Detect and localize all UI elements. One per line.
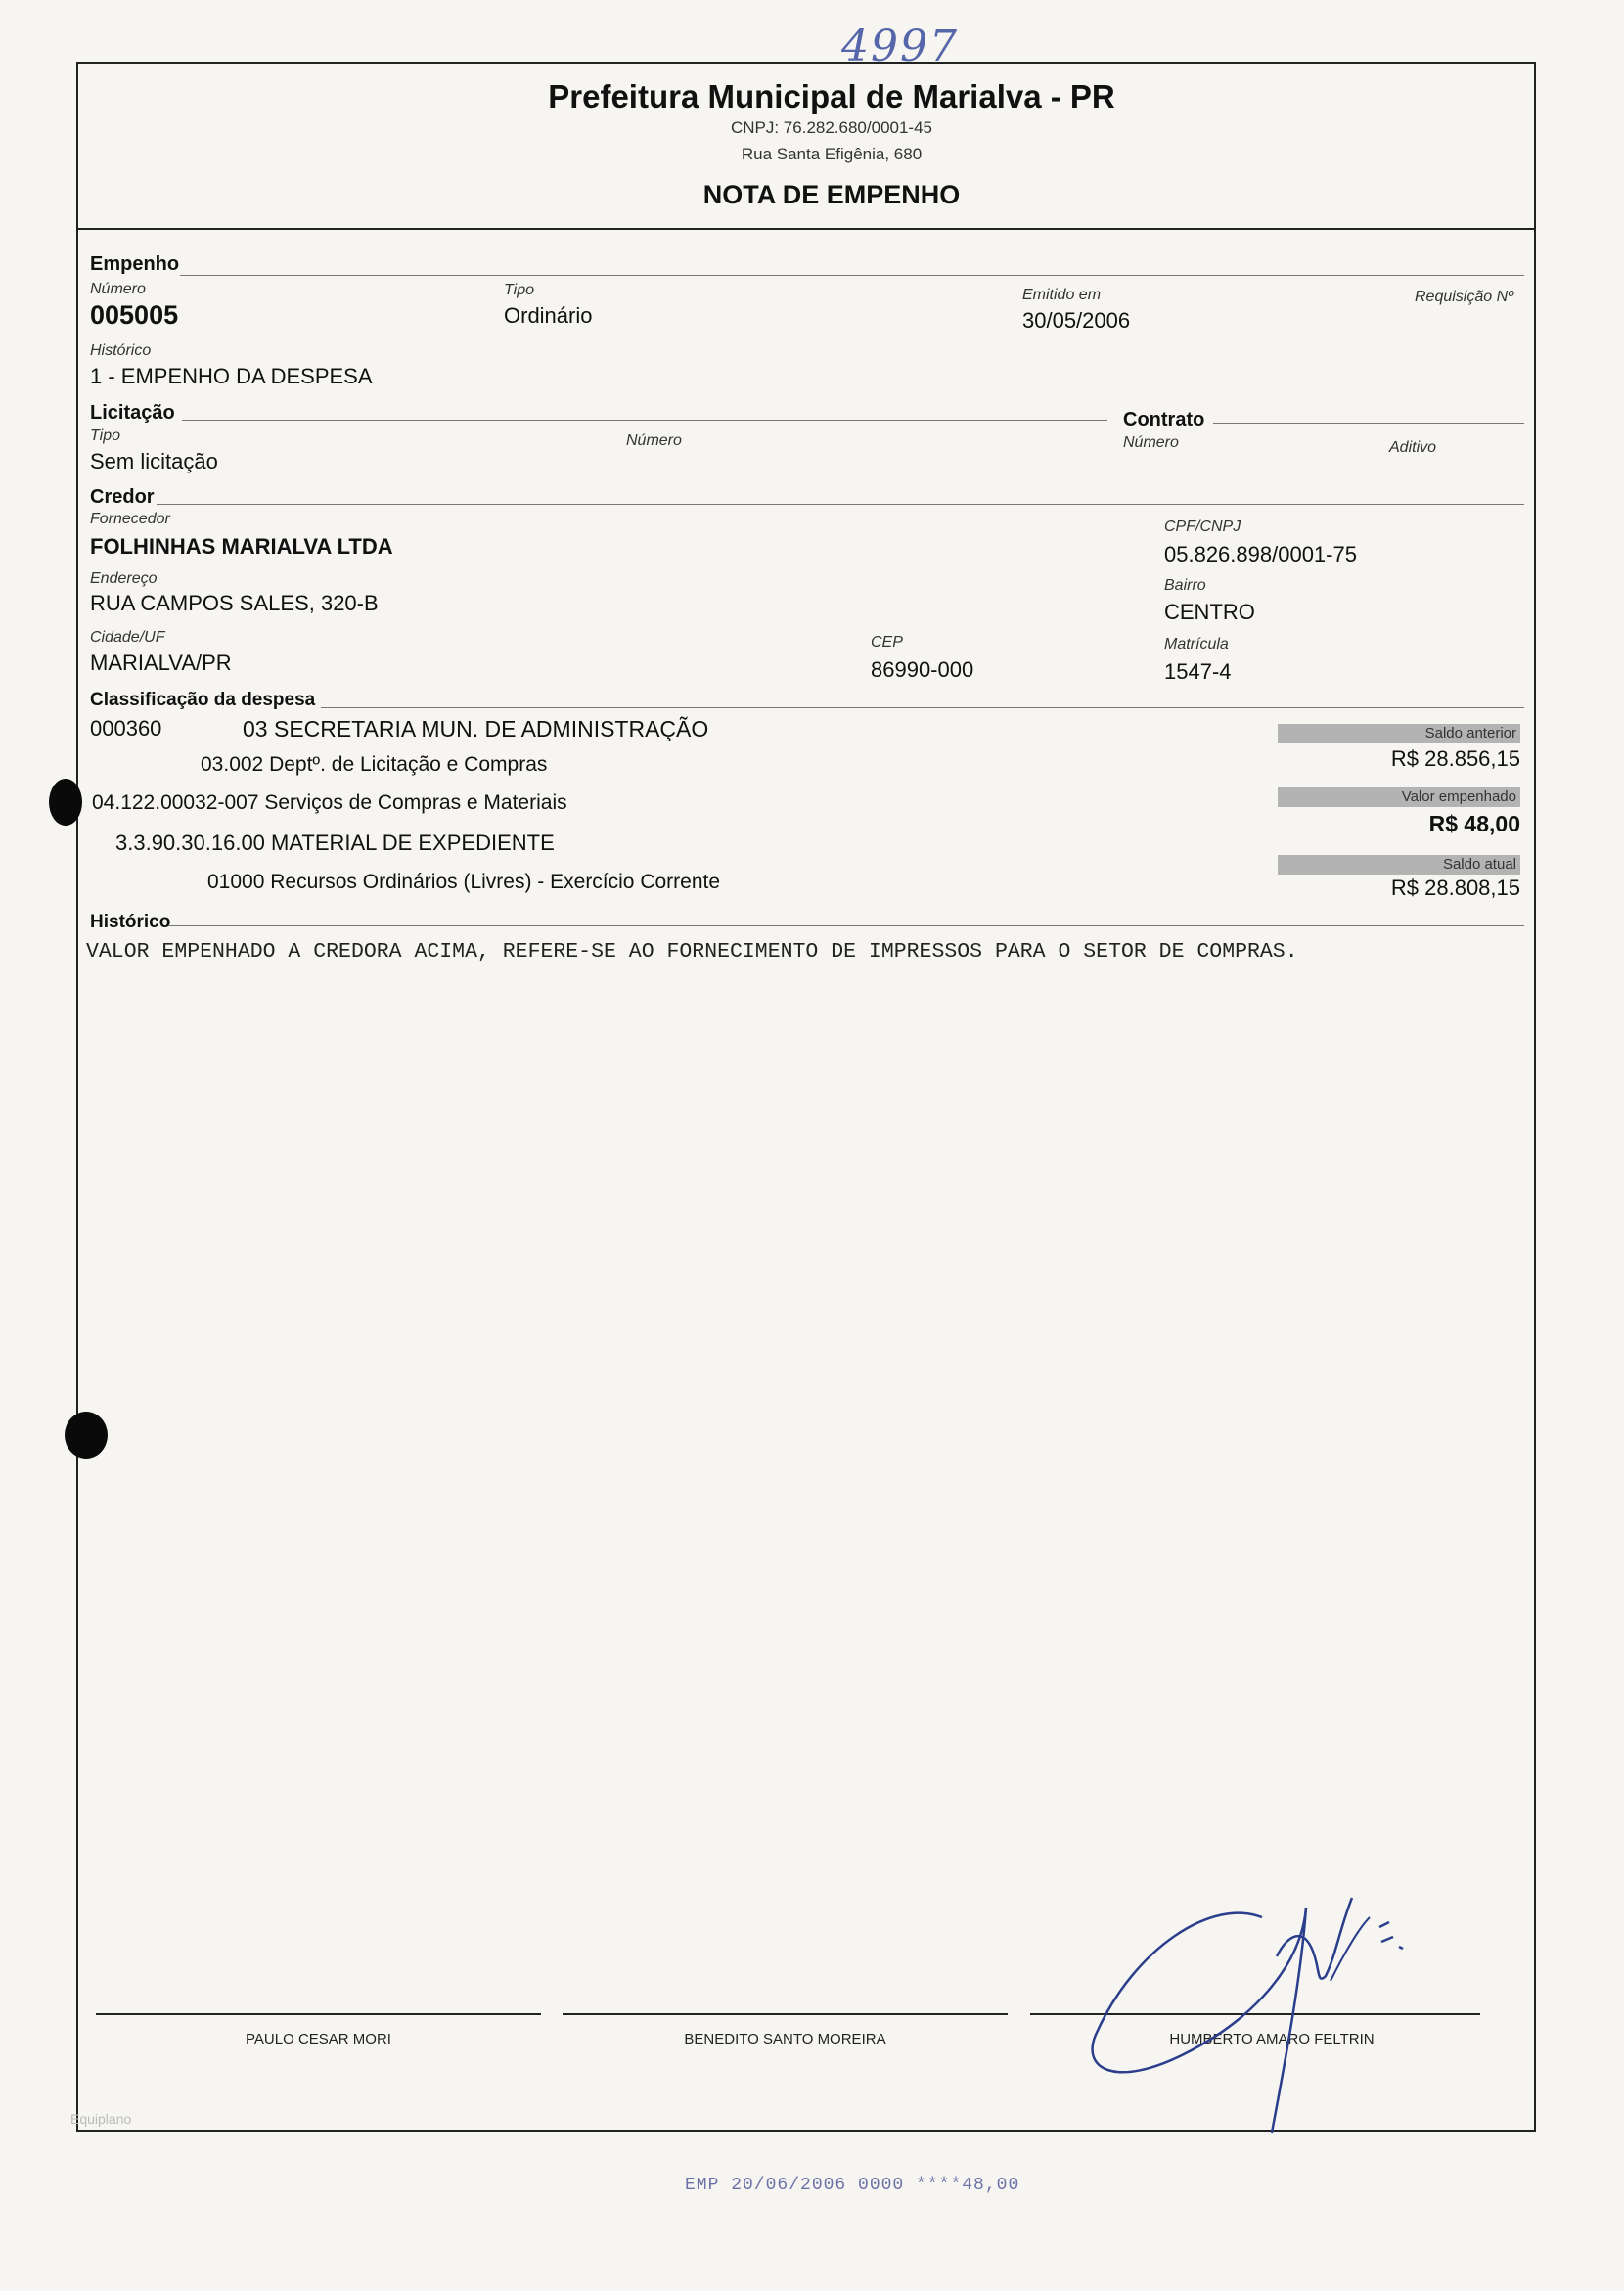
hole-punch-top	[49, 779, 82, 826]
empenho-historico: 1 - EMPENHO DA DESPESA	[90, 364, 373, 388]
signature-name-2: BENEDITO SANTO MOREIRA	[684, 2031, 886, 2047]
fornecedor-label: Fornecedor	[90, 511, 170, 527]
cpf-value: 05.826.898/0001-75	[1164, 542, 1357, 566]
classificacao-unidade: 03.002 Deptº. de Licitação e Compras	[201, 753, 548, 776]
valor-empenhado-value: R$ 48,00	[1428, 811, 1520, 836]
header-address: Rua Santa Efigênia, 680	[741, 145, 923, 163]
cidade-label: Cidade/UF	[90, 629, 165, 646]
cpf-label: CPF/CNPJ	[1164, 518, 1241, 535]
bairro-label: Bairro	[1164, 577, 1206, 594]
matricula-value: 1547-4	[1164, 659, 1232, 684]
licitacao-rule	[182, 420, 1107, 421]
licitacao-tipo: Sem licitação	[90, 449, 218, 473]
signature-line-2	[563, 2013, 1008, 2015]
fornecedor-name: FOLHINHAS MARIALVA LTDA	[90, 534, 393, 559]
classificacao-funcional: 04.122.00032-007 Serviços de Compras e Materiais	[92, 791, 567, 814]
saldo-anterior-label: Saldo anterior	[1278, 724, 1520, 743]
classificacao-codigo: 000360	[90, 716, 162, 741]
document-title: NOTA DE EMPENHO	[702, 180, 961, 209]
signature-name-1: PAULO CESAR MORI	[246, 2031, 391, 2047]
endereco-value: RUA CAMPOS SALES, 320-B	[90, 591, 379, 615]
signature-name-3: HUMBERTO AMARO FELTRIN	[1169, 2031, 1375, 2047]
endereco-label: Endereço	[90, 570, 158, 587]
section-classificacao: Classificação da despesa	[90, 690, 316, 710]
section-contrato: Contrato	[1123, 409, 1205, 430]
handwritten-signature	[1076, 1859, 1428, 2152]
empenho-tipo: Ordinário	[504, 303, 593, 328]
footer-equiplano: Equiplano	[70, 2111, 132, 2127]
section-empenho: Empenho	[90, 253, 180, 275]
classificacao-fonte: 01000 Recursos Ordinários (Livres) - Exercício Corrente	[207, 871, 721, 893]
valor-empenhado-label: Valor empenhado	[1278, 787, 1520, 807]
classificacao-rule	[321, 707, 1524, 708]
aditivo-label: Aditivo	[1389, 439, 1437, 456]
cidade-value: MARIALVA/PR	[90, 651, 232, 675]
section-historico: Histórico	[90, 912, 171, 932]
empenho-historico-label: Histórico	[90, 342, 152, 359]
licitacao-tipo-label: Tipo	[90, 427, 120, 444]
section-credor: Credor	[90, 486, 155, 508]
matricula-label: Matrícula	[1164, 636, 1229, 652]
section-licitacao: Licitação	[90, 402, 175, 424]
credor-rule	[157, 504, 1524, 505]
empenho-tipo-label: Tipo	[504, 282, 534, 298]
empenho-numero-label: Número	[90, 281, 146, 297]
header-title: Prefeitura Municipal de Marialva - PR	[548, 78, 1115, 114]
contrato-numero-label: Número	[1123, 434, 1179, 451]
emitido-date: 30/05/2006	[1022, 308, 1131, 333]
requisicao-label: Requisição Nº	[1415, 289, 1513, 305]
bottom-stamp: EMP 20/06/2006 0000 ****48,00	[685, 2176, 1020, 2195]
classificacao-natureza: 3.3.90.30.16.00 MATERIAL DE EXPEDIENTE	[115, 831, 555, 855]
header-cnpj: CNPJ: 76.282.680/0001-45	[730, 118, 933, 137]
saldo-atual-value: R$ 28.808,15	[1390, 876, 1520, 900]
bairro-value: CENTRO	[1164, 600, 1255, 624]
cep-label: CEP	[871, 634, 903, 651]
historico-rule	[168, 925, 1524, 926]
saldo-anterior-value: R$ 28.856,15	[1390, 746, 1520, 771]
contrato-rule	[1213, 423, 1524, 424]
classificacao-orgao: 03 SECRETARIA MUN. DE ADMINISTRAÇÃO	[243, 716, 709, 741]
hole-punch-bottom	[65, 1412, 108, 1459]
cep-value: 86990-000	[871, 657, 974, 682]
empenho-rule	[180, 275, 1524, 276]
signature-line-1	[96, 2013, 541, 2015]
licitacao-numero-label: Número	[626, 432, 682, 449]
saldo-atual-label: Saldo atual	[1278, 855, 1520, 875]
emitido-label: Emitido em	[1022, 287, 1102, 303]
historico-text: VALOR EMPENHADO A CREDORA ACIMA, REFERE-SE AO FORNECIMENTO DE IMPRESSOS PARA O SETOR DE COMPRAS.	[86, 940, 1298, 964]
header-divider	[76, 228, 1536, 230]
empenho-numero: 005005	[90, 300, 179, 330]
handwritten-page-number: 4997	[841, 22, 959, 71]
